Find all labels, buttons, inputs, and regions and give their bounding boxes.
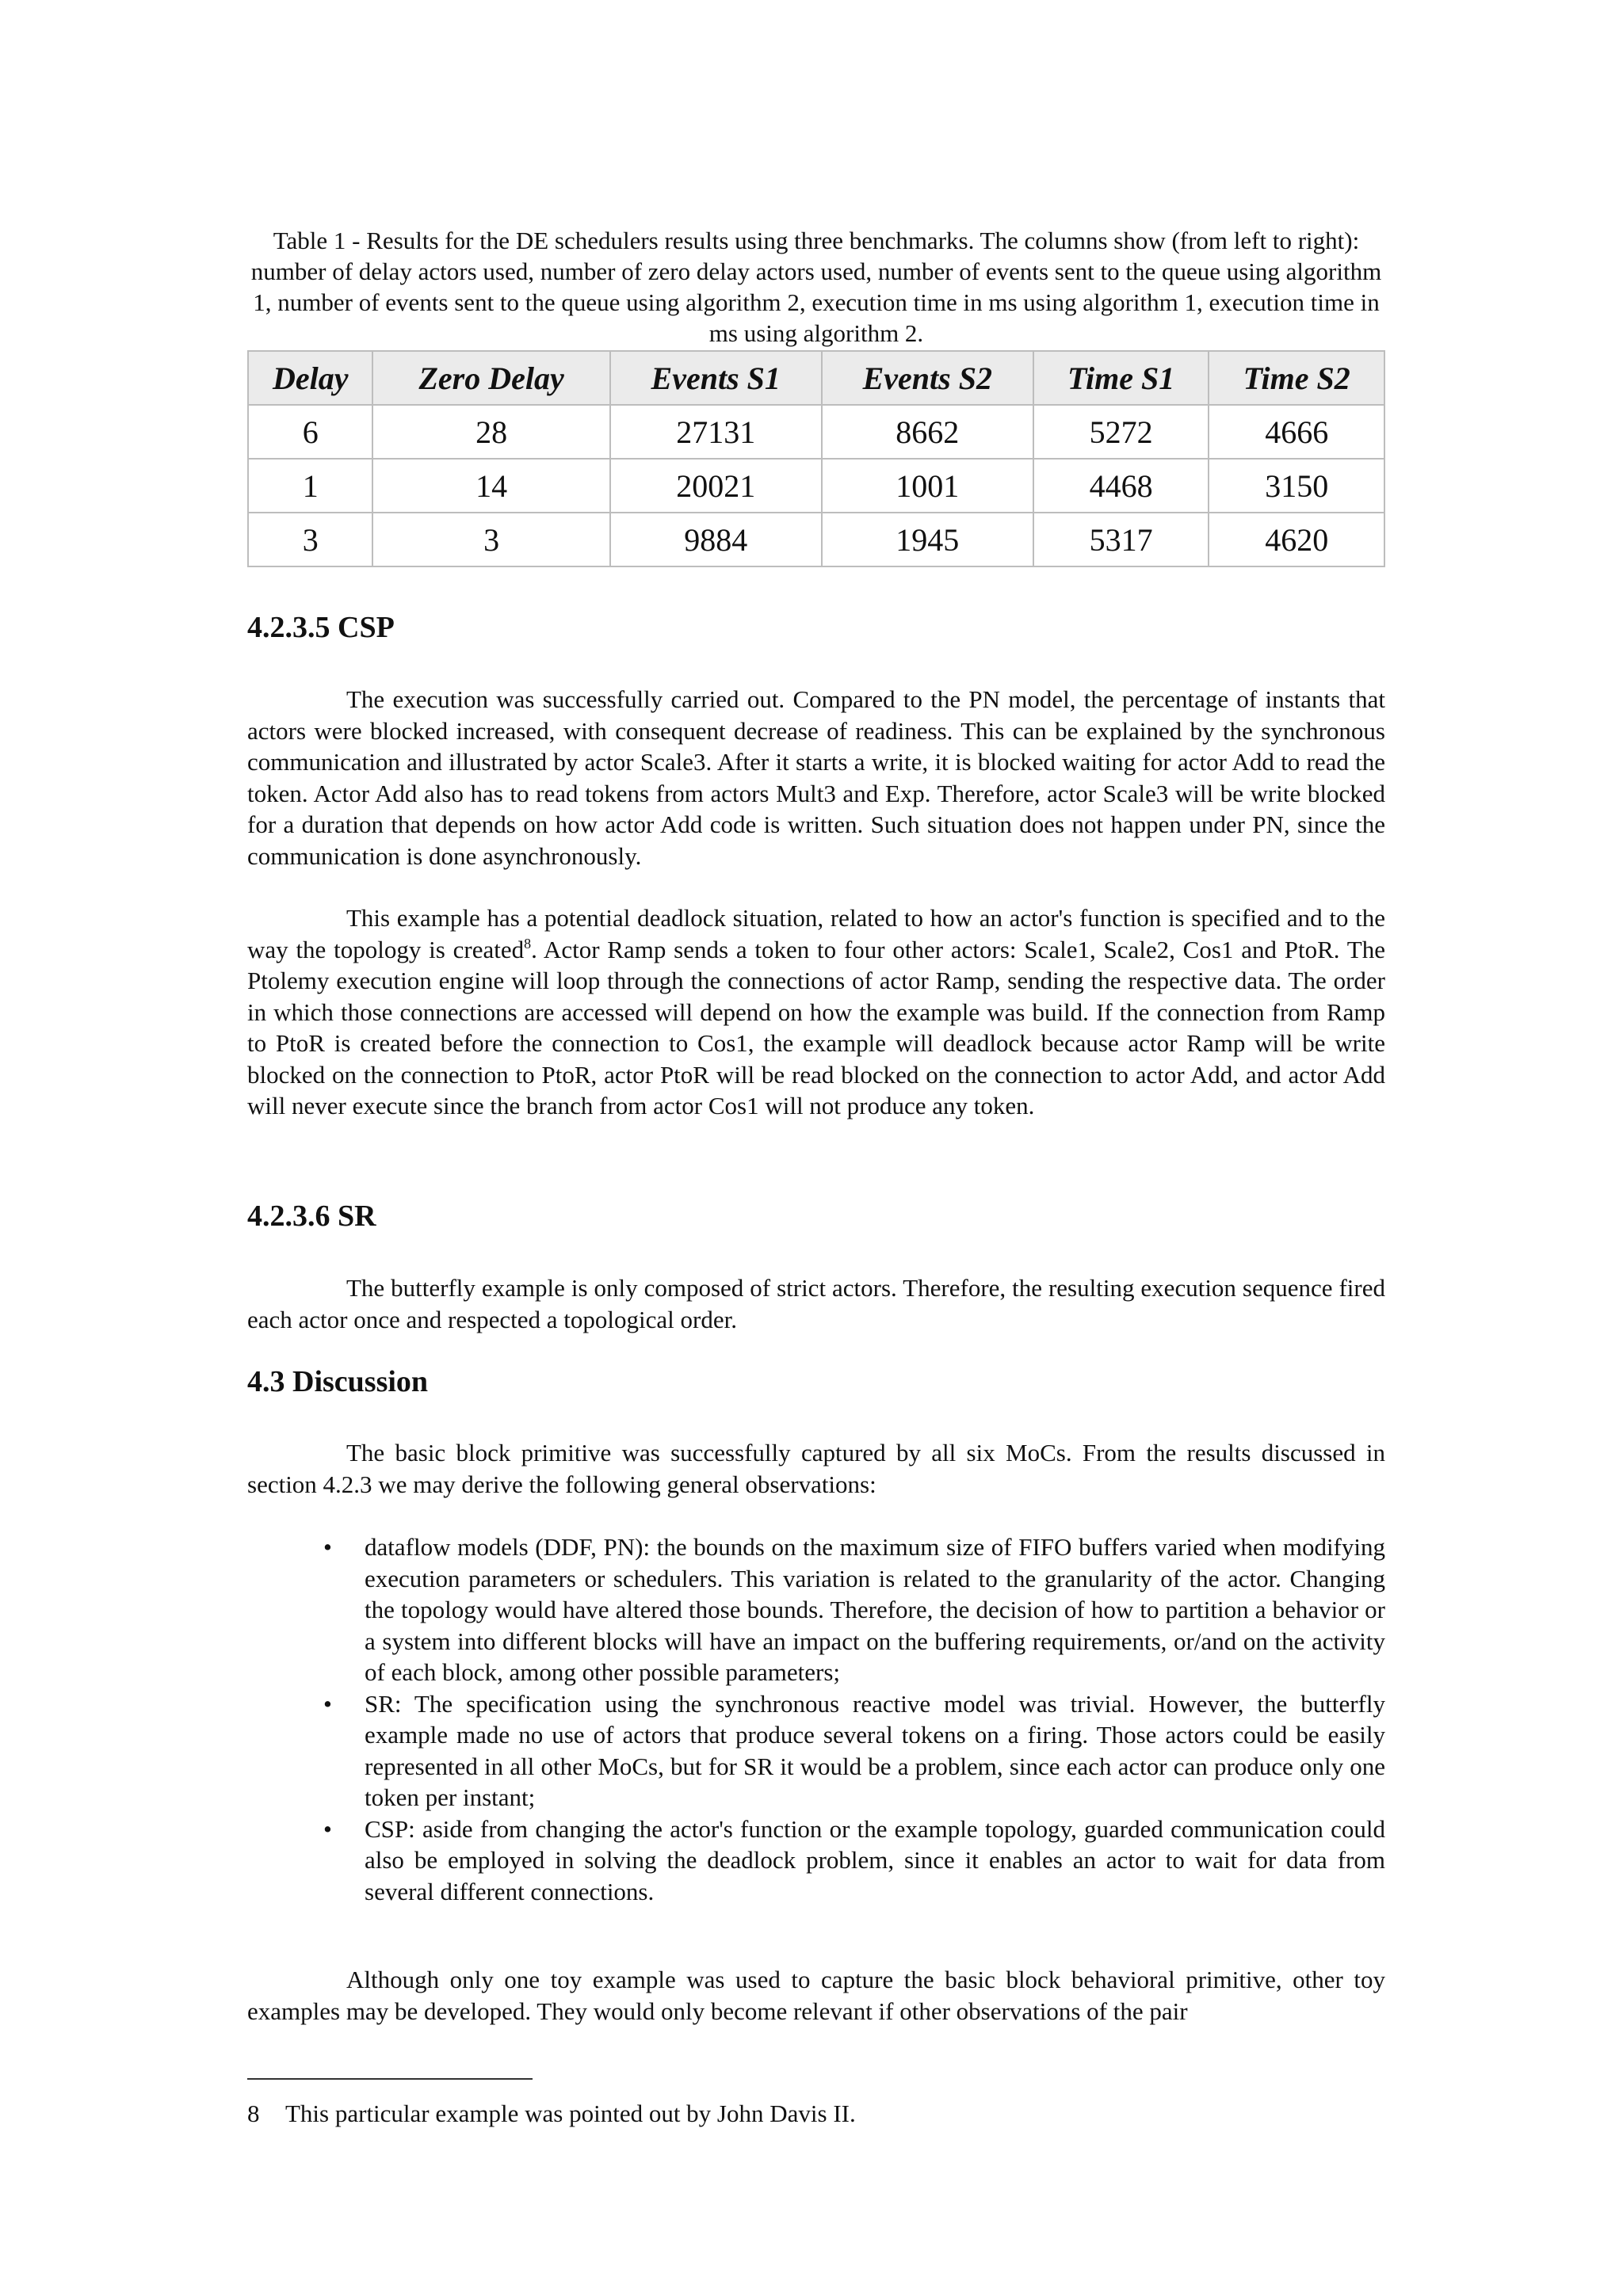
list-item (247, 1688, 1385, 1814)
header-time-s2: Time S2 (1209, 351, 1384, 405)
table-cell: 3 (248, 513, 372, 566)
sr-paragraph-1-text: The butterfly example is only composed of strict actors. Therefore, the resulting execution sequence fired each actor once and respected a topological order. (247, 1274, 1385, 1333)
footnote-ref: 8 (524, 935, 532, 952)
table-cell: 8662 (822, 405, 1033, 459)
table-cell: 1001 (822, 459, 1033, 513)
sr-paragraph-1 (247, 1272, 1385, 1335)
footnote-number: 8 (247, 2100, 260, 2127)
footnote-divider (247, 2078, 533, 2080)
observations-list (247, 1531, 1385, 1907)
table-row (248, 513, 1384, 566)
footnote (247, 2098, 856, 2129)
list-item-text: dataflow models (DDF, PN): the bounds on the maximum size of FIFO buffers varied when modifying execution parameters or schedulers. This variation is related to the granularity of the actor. Changing the topology would have altered those bounds. Therefore, the decision of how to partition a behavior or a system into different blocks will have an impact on the buffering requirements, or/and on the activity of each block, among other possible parameters; (365, 1533, 1385, 1686)
bullet-icon: • (323, 1533, 332, 1561)
header-events-s2: Events S2 (822, 351, 1033, 405)
table-caption: Table 1 - Results for the DE schedulers results using three benchmarks. The columns show (from left to right): number of delay actors used, number of zero delay actors used, number of events sent to the queue using algorithm 1, number of events sent to the queue using algorithm 2, execution time in ms using algorithm 1, execution time in ms using algorithm 2. (250, 227, 1382, 347)
csp-paragraph-2 (247, 902, 1385, 1122)
csp-paragraph-2-text-a: This example has a potential deadlock situation, related to how an actor's function is specified and to the way the topology is created (247, 904, 1385, 963)
table-header-row (248, 351, 1384, 405)
discussion-paragraph-2 (247, 1964, 1385, 2027)
bullet-icon: • (323, 1689, 332, 1718)
header-zero-delay: Zero Delay (372, 351, 609, 405)
header-events-s1: Events S1 (610, 351, 822, 405)
table-cell: 28 (372, 405, 609, 459)
table-cell: 14 (372, 459, 609, 513)
footnote-text: This particular example was pointed out by John Davis II. (285, 2100, 856, 2127)
table-cell: 1945 (822, 513, 1033, 566)
list-item (247, 1531, 1385, 1688)
table-cell: 9884 (610, 513, 822, 566)
csp-paragraph-1-text: The execution was successfully carried out. Compared to the PN model, the percentage of instants that actors were blocked increased, with consequent decrease of readiness. This can be explained by the synchronous communication and illustrated by actor Scale3. After it starts a write, it is blocked waiting for actor Add to read the token. Actor Add also has to read tokens from actors Mult3 and Exp. Therefore, actor Scale3 will be write blocked for a duration that depends on how actor Add code is written. Such situation does not happen under PN, since the communication is done asynchronously. (247, 685, 1385, 870)
list-item-text: CSP: aside from changing the actor's function or the example topology, guarded communication could also be employed in solving the deadlock problem, since it enables an actor to wait for data from several different connections. (365, 1814, 1385, 1905)
table-row (248, 405, 1384, 459)
table-cell: 3150 (1209, 459, 1384, 513)
table-cell: 4468 (1033, 459, 1209, 513)
table-cell: 5272 (1033, 405, 1209, 459)
table-cell: 20021 (610, 459, 822, 513)
results-table (247, 350, 1385, 567)
section-heading-csp: 4.2.3.5 CSP (247, 611, 395, 644)
table-cell: 1 (248, 459, 372, 513)
bullet-icon: • (323, 1814, 332, 1843)
table-cell: 4666 (1209, 405, 1384, 459)
csp-paragraph-2-text-b: . Actor Ramp sends a token to four other actors: Scale1, Scale2, Cos1 and PtoR. The Ptolemy execution engine will loop through the connections of actor Ramp, sending the respective data. The order in which those connections are accessed will depend on how the example was build. If the connection from Ramp to PtoR is created before the connection to Cos1, the example will deadlock because actor Ramp will be write blocked on the connection to PtoR, actor PtoR will be read blocked on the connection to actor Add, and actor Add will never execute since the branch from actor Cos1 will not produce any token. (247, 935, 1385, 1119)
section-heading-discussion: 4.3 Discussion (247, 1365, 429, 1398)
discussion-paragraph-1-text: The basic block primitive was successfully captured by all six MoCs. From the results discussed in section 4.2.3 we may derive the following general observations: (247, 1439, 1385, 1498)
header-delay: Delay (248, 351, 372, 405)
header-time-s1: Time S1 (1033, 351, 1209, 405)
csp-paragraph-1 (247, 684, 1385, 871)
table-cell: 5317 (1033, 513, 1209, 566)
table-row (248, 459, 1384, 513)
discussion-paragraph-2-text: Although only one toy example was used to capture the basic block behavioral primitive, other toy examples may be developed. They would only become relevant if other observations of the pair (247, 1966, 1385, 2025)
table-cell: 6 (248, 405, 372, 459)
table-cell: 3 (372, 513, 609, 566)
table-cell: 4620 (1209, 513, 1384, 566)
list-item-text: SR: The specification using the synchronous reactive model was trivial. However, the butterfly example made no use of actors that produce several tokens on a firing. Those actors could be easily represented in all other MoCs, but for SR it would be a problem, since each actor can produce only one token per instant; (365, 1689, 1385, 1811)
table-cell: 27131 (610, 405, 822, 459)
discussion-paragraph-1 (247, 1437, 1385, 1500)
section-heading-sr: 4.2.3.6 SR (247, 1199, 376, 1233)
list-item (247, 1814, 1385, 1908)
